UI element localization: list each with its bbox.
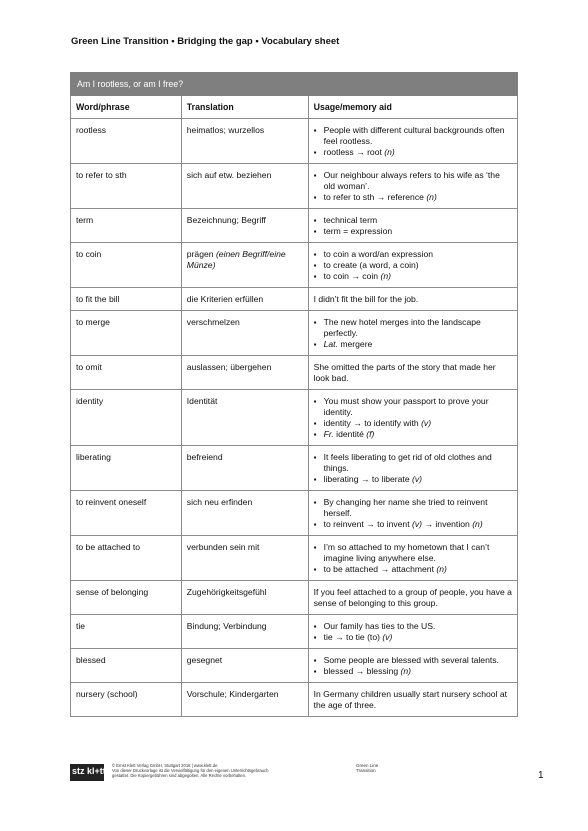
vocabulary-table bbox=[70, 72, 518, 717]
usage-item bbox=[314, 621, 512, 632]
usage-list bbox=[314, 497, 512, 530]
italic-text: (n) bbox=[426, 192, 437, 202]
word-cell: to refer to sth bbox=[71, 164, 182, 209]
section-title-row bbox=[71, 73, 518, 96]
table-row bbox=[71, 683, 518, 717]
table-row bbox=[71, 356, 518, 390]
usage-item bbox=[314, 429, 512, 440]
usage-item bbox=[314, 147, 512, 158]
text-segment: liberating → to liberate bbox=[323, 474, 412, 484]
table-row bbox=[71, 288, 518, 311]
text-segment: to be attached → attachment bbox=[323, 564, 437, 574]
italic-text: (f) bbox=[366, 429, 375, 439]
usage-item bbox=[314, 519, 512, 530]
translation-cell: gesegnet bbox=[181, 649, 308, 683]
usage-item bbox=[314, 655, 512, 666]
text-segment: to coin → coin bbox=[323, 271, 381, 281]
usage-cell bbox=[308, 446, 517, 491]
word-cell: to reinvent oneself bbox=[71, 491, 182, 536]
translation-cell: heimatlos; wurzellos bbox=[181, 119, 308, 164]
copyright-line: Von dieser Druckvorlage ist die Vervielfältigung für den eigenen Unterrichtsgebrauch bbox=[112, 768, 269, 773]
text-segment: prägen bbox=[186, 249, 216, 259]
word-cell: nursery (school) bbox=[71, 683, 182, 717]
usage-item bbox=[314, 542, 512, 564]
text-segment: to coin a word/an expression bbox=[323, 249, 434, 259]
translation-cell: Identität bbox=[181, 390, 308, 446]
copyright-notice bbox=[112, 763, 322, 778]
column-header-usage: Usage/memory aid bbox=[308, 96, 517, 119]
usage-item bbox=[314, 271, 512, 282]
usage-item bbox=[314, 339, 512, 350]
translation-cell: befreiend bbox=[181, 446, 308, 491]
usage-item bbox=[314, 564, 512, 575]
usage-list bbox=[314, 396, 512, 440]
word-cell: liberating bbox=[71, 446, 182, 491]
usage-list bbox=[314, 125, 512, 158]
italic-text: (v) bbox=[421, 418, 432, 428]
table-row bbox=[71, 615, 518, 649]
text-segment: term = expression bbox=[323, 226, 393, 236]
column-header-row bbox=[71, 96, 518, 119]
italic-text: (n) bbox=[472, 519, 483, 529]
column-header-translation: Translation bbox=[181, 96, 308, 119]
word-cell: to coin bbox=[71, 243, 182, 288]
section-title: Am I rootless, or am I free? bbox=[71, 73, 518, 96]
italic-text: (n) bbox=[380, 271, 391, 281]
column-header-word: Word/phrase bbox=[71, 96, 182, 119]
sheet-header: Green Line Transition • Bridging the gap • Vocabulary sheet bbox=[71, 36, 340, 47]
italic-text: Fr. bbox=[323, 429, 334, 439]
table-row bbox=[71, 209, 518, 243]
usage-cell bbox=[308, 164, 517, 209]
usage-list bbox=[314, 452, 512, 485]
usage-item bbox=[314, 215, 512, 226]
usage-list bbox=[314, 215, 512, 237]
word-cell: identity bbox=[71, 390, 182, 446]
translation-cell: verbunden sein mit bbox=[181, 536, 308, 581]
text-segment: to refer to sth → reference bbox=[323, 192, 427, 202]
text-segment: identité bbox=[333, 429, 367, 439]
usage-item bbox=[314, 170, 512, 192]
table-row bbox=[71, 536, 518, 581]
translation-cell: sich neu erfinden bbox=[181, 491, 308, 536]
usage-list bbox=[314, 317, 512, 350]
usage-list bbox=[314, 655, 512, 677]
table-row bbox=[71, 311, 518, 356]
usage-item bbox=[314, 125, 512, 147]
word-cell: to fit the bill bbox=[71, 288, 182, 311]
series-line: Transition bbox=[356, 768, 376, 773]
translation-cell bbox=[181, 243, 308, 288]
translation-cell: sich auf etw. beziehen bbox=[181, 164, 308, 209]
usage-item bbox=[314, 666, 512, 677]
text-segment: blessed → blessing bbox=[323, 666, 401, 676]
logo-right-text: kl+tt bbox=[87, 766, 106, 776]
usage-item bbox=[314, 260, 512, 271]
text-segment: The new hotel merges into the landscape perfectly. bbox=[323, 317, 481, 338]
italic-text: (einen Begriff/eine Münze) bbox=[186, 249, 286, 270]
usage-cell: She omitted the parts of the story that made her look bad. bbox=[308, 356, 517, 390]
translation-cell: Vorschule; Kindergarten bbox=[181, 683, 308, 717]
usage-cell bbox=[308, 649, 517, 683]
text-segment: identity → to identify with bbox=[323, 418, 422, 428]
usage-item bbox=[314, 452, 512, 474]
word-cell: rootless bbox=[71, 119, 182, 164]
italic-text: (v) bbox=[382, 632, 393, 642]
usage-item bbox=[314, 396, 512, 418]
usage-item bbox=[314, 226, 512, 237]
word-cell: blessed bbox=[71, 649, 182, 683]
translation-cell: Zugehörigkeitsgefühl bbox=[181, 581, 308, 615]
usage-cell bbox=[308, 209, 517, 243]
usage-cell bbox=[308, 243, 517, 288]
text-segment: You must show your passport to prove your identity. bbox=[323, 396, 489, 417]
usage-item bbox=[314, 418, 512, 429]
usage-cell bbox=[308, 536, 517, 581]
table-row bbox=[71, 390, 518, 446]
usage-item bbox=[314, 192, 512, 203]
usage-cell: I didn’t fit the bill for the job. bbox=[308, 288, 517, 311]
table-row bbox=[71, 491, 518, 536]
usage-item bbox=[314, 474, 512, 485]
text-segment: mergere bbox=[337, 339, 373, 349]
usage-cell: If you feel attached to a group of people, you have a sense of belonging to this group. bbox=[308, 581, 517, 615]
text-segment: tie → to tie (to) bbox=[323, 632, 383, 642]
italic-text: (n) bbox=[436, 564, 447, 574]
usage-cell bbox=[308, 491, 517, 536]
text-segment: to reinvent → to invent bbox=[323, 519, 412, 529]
italic-text: Lat. bbox=[323, 339, 338, 349]
table-row bbox=[71, 581, 518, 615]
text-segment: Our neighbour always refers to his wife as ‘the old woman’. bbox=[323, 170, 500, 191]
table-row bbox=[71, 164, 518, 209]
text-segment: I’m so attached to my hometown that I can’t imagine living anywhere else. bbox=[323, 542, 490, 563]
text-segment: By changing her name she tried to reinvent herself. bbox=[323, 497, 488, 518]
table-row bbox=[71, 243, 518, 288]
translation-cell: Bezeichnung; Begriff bbox=[181, 209, 308, 243]
logo-left-text: stz bbox=[72, 766, 85, 776]
page-number: 1 bbox=[538, 770, 544, 781]
text-segment: People with different cultural backgrounds often feel rootless. bbox=[323, 125, 505, 146]
word-cell: to be attached to bbox=[71, 536, 182, 581]
table-row bbox=[71, 446, 518, 491]
text-segment: → invention bbox=[422, 519, 473, 529]
usage-cell bbox=[308, 615, 517, 649]
usage-list bbox=[314, 621, 512, 643]
usage-cell bbox=[308, 119, 517, 164]
usage-cell bbox=[308, 311, 517, 356]
publisher-logo bbox=[70, 764, 104, 781]
copyright-line: gestattet. Die Kopiergebühren sind abgegolten. Alle Rechte vorbehalten. bbox=[112, 773, 247, 778]
text-segment: to create (a word, a coin) bbox=[323, 260, 419, 270]
page-footer bbox=[70, 763, 550, 783]
table-row bbox=[71, 119, 518, 164]
translation-cell: verschmelzen bbox=[181, 311, 308, 356]
series-name bbox=[356, 763, 378, 773]
table-row bbox=[71, 649, 518, 683]
text-segment: It feels liberating to get rid of old clothes and things. bbox=[323, 452, 492, 473]
usage-list bbox=[314, 170, 512, 203]
usage-item bbox=[314, 317, 512, 339]
word-cell: sense of belonging bbox=[71, 581, 182, 615]
text-segment: Some people are blessed with several talents. bbox=[323, 655, 499, 665]
usage-cell: In Germany children usually start nursery school at the age of three. bbox=[308, 683, 517, 717]
word-cell: tie bbox=[71, 615, 182, 649]
usage-cell bbox=[308, 390, 517, 446]
translation-cell: Bindung; Verbindung bbox=[181, 615, 308, 649]
series-line: Green Line bbox=[356, 763, 379, 768]
text-segment: Our family has ties to the US. bbox=[323, 621, 436, 631]
translation-cell: auslassen; übergehen bbox=[181, 356, 308, 390]
text-segment: technical term bbox=[323, 215, 378, 225]
copyright-line: © Ernst Klett Verlag GmbH, Stuttgart 2018 | www.klett.de bbox=[112, 763, 218, 768]
word-cell: to merge bbox=[71, 311, 182, 356]
usage-list bbox=[314, 542, 512, 575]
text-segment: rootless → root bbox=[323, 147, 385, 157]
word-cell: to omit bbox=[71, 356, 182, 390]
word-cell: term bbox=[71, 209, 182, 243]
italic-text: (v) bbox=[411, 474, 423, 484]
italic-text: (n) bbox=[400, 666, 412, 676]
usage-list bbox=[314, 249, 512, 282]
italic-text: (n) bbox=[384, 147, 395, 157]
usage-item bbox=[314, 497, 512, 519]
usage-item bbox=[314, 632, 512, 643]
usage-item bbox=[314, 249, 512, 260]
translation-cell: die Kriterien erfüllen bbox=[181, 288, 308, 311]
italic-text: (v) bbox=[411, 519, 423, 529]
